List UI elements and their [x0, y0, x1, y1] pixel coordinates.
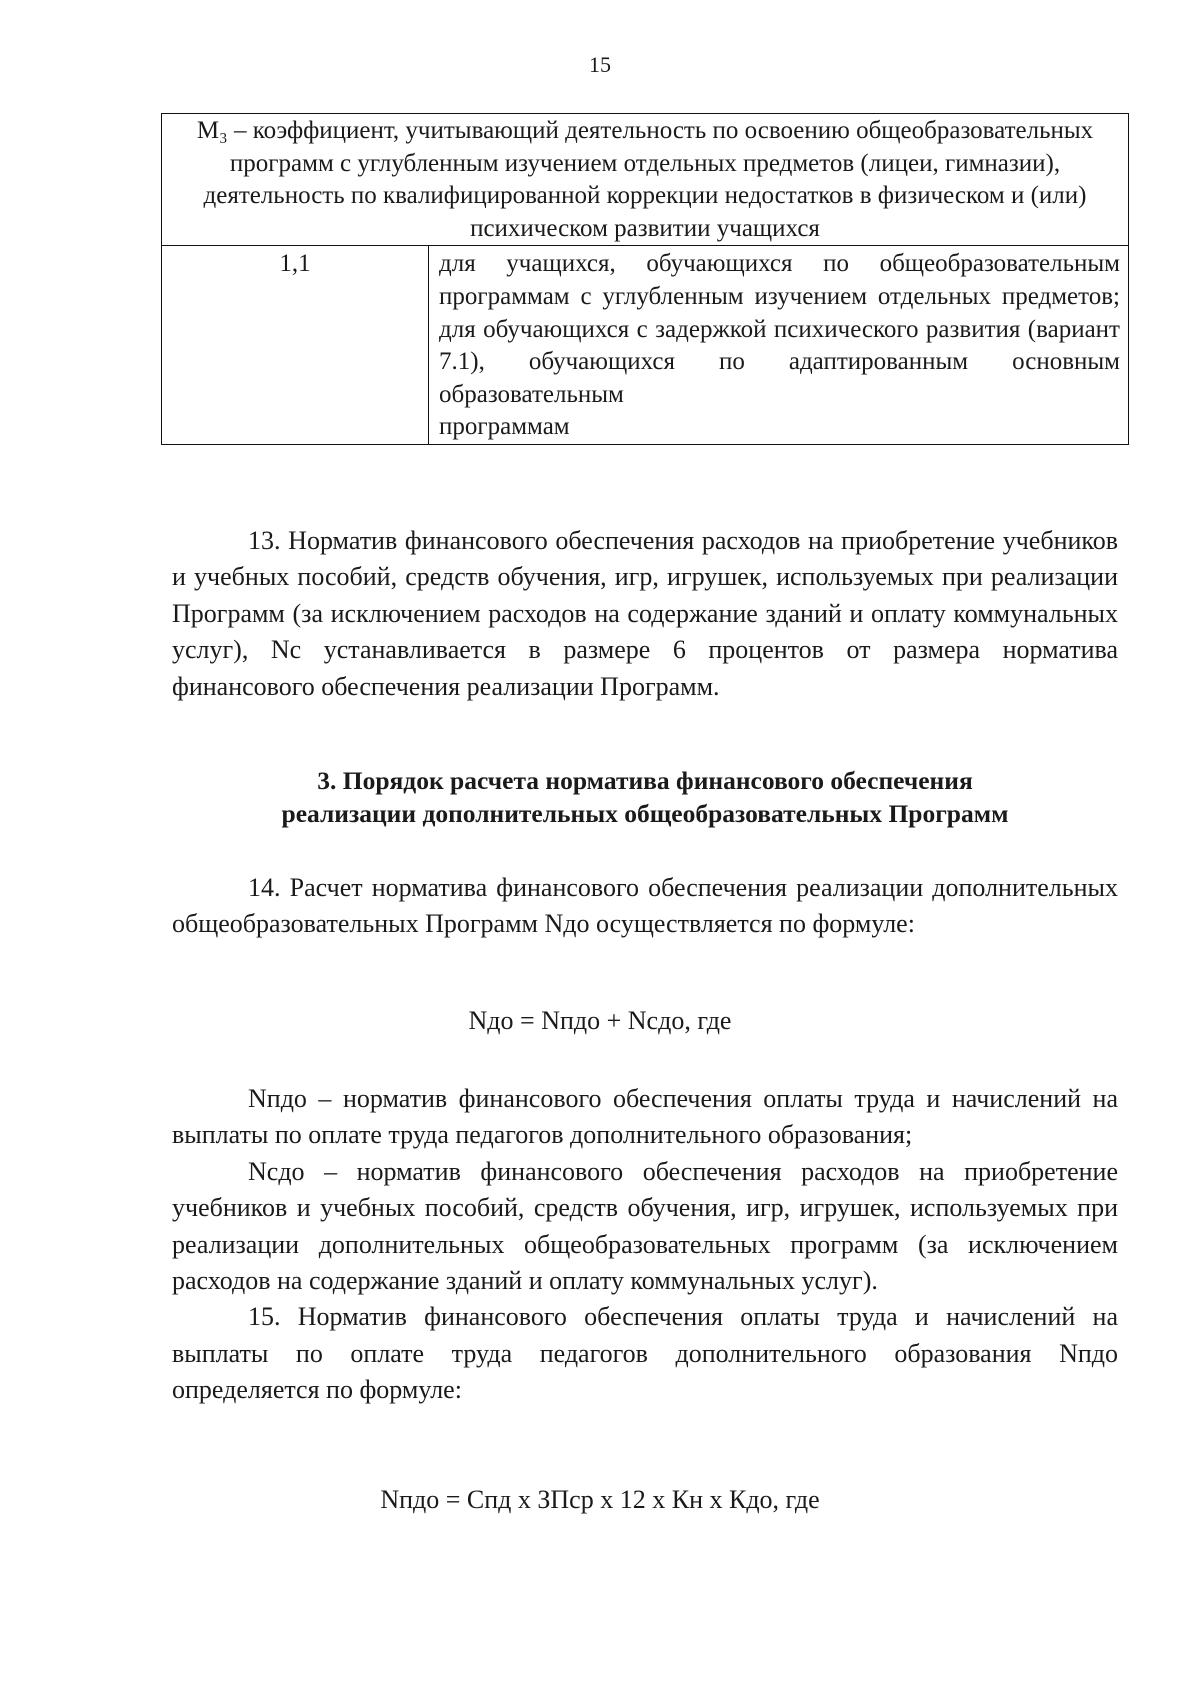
definition-npdo: Nпдо – норматив финансового обеспечения оплаты труда и начислений на выплаты по оплате труда педагогов дополнительного образования; [172, 1084, 1118, 1150]
description-text: для учащихся, обучающихся по общеобразовательным программам с углубленным изучением отдельных предметов; для обучающихся с задержкой психического развития (вариант 7.1), обучающихся по адаптированным основным образовательным [439, 250, 1120, 408]
section-3-heading-line1: 3. Порядок расчета норматива финансового обеспечения [317, 766, 973, 795]
coefficient-description [429, 246, 1129, 445]
coefficient-table [161, 113, 1129, 445]
table-header-cell: М₃ – коэффициент, учитывающий деятельность по освоению общеобразовательных программ с углубленным изучением отдельных предметов (лицеи, гимназии), деятельность по квалифицированной коррекции недостатков в физическом и (или) психическом развитии учащихся [162, 114, 1129, 246]
paragraph-14 [172, 870, 1118, 943]
page-number: 15 [589, 52, 611, 77]
paragraph-13-text: 13. Норматив финансового обеспечения расходов на приобретение учебников и учебных пособий, средств обучения, игр, игрушек, используемых при реализации Программ (за исключением расходов на содержание зданий и оплату коммунальных услуг), Nc устанавливается в размере 6 процентов от размера норматива финансового обеспечения реализации Программ. [172, 526, 1118, 701]
section-3-heading [172, 764, 1118, 830]
section-3-heading-line2: реализации дополнительных общеобразовательных Программ [281, 799, 1009, 828]
description-end: программам [439, 413, 570, 441]
table-header-row [162, 114, 1129, 246]
table-row [162, 246, 1129, 445]
definition-nsdo: Nсдо – норматив финансового обеспечения расходов на приобретение учебников и учебных пособий, средств обучения, игр, игрушек, используемых при реализации дополнительных общеобразовательных программ (за исключением расходов на содержание зданий и оплату коммунальных услуг). [172, 1156, 1118, 1296]
coefficient-value: 1,1 [162, 246, 429, 445]
formula-ndo: Nдо = Nпдо + Nсдо, где [468, 1006, 732, 1035]
formula-npdo: Nпдо = Спд х ЗПср х 12 х Кн х Кдо, где [380, 1485, 820, 1514]
paragraph-15-text: 15. Норматив финансового обеспечения оплаты труда и начислений на выплаты по оплате труда педагогов дополнительного образования Nпдо определяется по формуле: [172, 1302, 1118, 1405]
definitions-block [172, 1081, 1118, 1409]
paragraph-14-text: 14. Расчет норматива финансового обеспечения реализации дополнительных общеобразовательных Программ Nдо осуществляется по формуле: [172, 873, 1118, 939]
paragraph-13 [172, 523, 1118, 705]
